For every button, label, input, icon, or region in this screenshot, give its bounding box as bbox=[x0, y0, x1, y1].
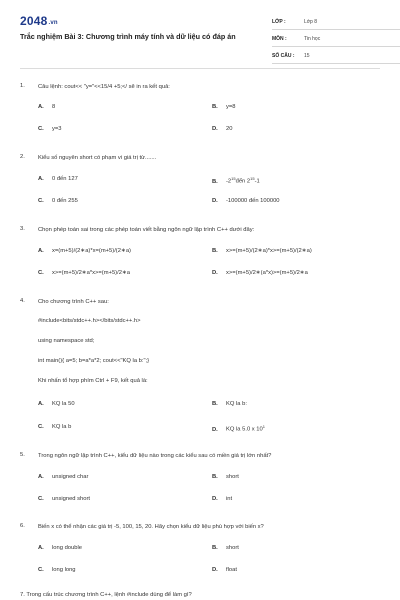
option-label: A. bbox=[38, 104, 44, 110]
option-text: 0 đến 127 bbox=[52, 176, 78, 182]
option-text: x=(m+5)/(2∗a)*x=(m+5)/(2∗a) bbox=[52, 248, 131, 254]
option-label: B. bbox=[212, 474, 218, 480]
option-text: long double bbox=[52, 545, 82, 551]
option-text: y=3 bbox=[52, 126, 62, 132]
option-label: B. bbox=[212, 401, 218, 407]
question-text: Cho chương trình C++ sau: bbox=[38, 299, 109, 305]
option-c[interactable] bbox=[38, 424, 71, 430]
option-text: -100000 đến 100000 bbox=[226, 198, 280, 204]
option-label: B. bbox=[212, 545, 218, 551]
option-text: KQ la b bbox=[52, 424, 72, 430]
option-label: A. bbox=[38, 401, 44, 407]
option-label: D. bbox=[212, 198, 218, 204]
option-text: unsigned short bbox=[52, 496, 91, 502]
option-text: x>=(m+5)/2∗(a*x)>=(m+5)/2∗a bbox=[226, 270, 308, 276]
logo-suffix: .vn bbox=[48, 20, 58, 26]
code-line: #include<bits/stdc++.h></bits/stdc++.h> bbox=[38, 318, 141, 324]
option-label: B. bbox=[212, 248, 218, 254]
option-label: B. bbox=[212, 178, 218, 185]
option-label: C. bbox=[38, 424, 44, 430]
option-c[interactable] bbox=[38, 126, 62, 132]
question-number: 5. bbox=[20, 452, 25, 458]
page-title: Trắc nghiệm Bài 3: Chương trình máy tính và dữ liệu có đáp án bbox=[20, 32, 236, 41]
option-c[interactable] bbox=[38, 198, 78, 204]
option-exponent: 1 bbox=[262, 424, 265, 429]
meta-row-class bbox=[272, 16, 400, 30]
option-text: 8 bbox=[52, 104, 56, 110]
meta-key-count: SỐ CÂU : bbox=[272, 53, 295, 59]
question-text: Kiểu số nguyên short có phạm vi giá trị từ....... bbox=[38, 155, 157, 161]
option-a[interactable] bbox=[38, 401, 75, 407]
option-label: A. bbox=[38, 545, 44, 551]
option-d[interactable] bbox=[212, 270, 308, 276]
option-b[interactable] bbox=[212, 176, 260, 185]
question-text: Trong ngôn ngữ lập trình C++, kiểu dữ liệu nào trong các kiểu sau có miền giá trị lớn nhất? bbox=[38, 453, 272, 459]
option-text: KQ la b: bbox=[226, 401, 247, 407]
option-b[interactable] bbox=[212, 248, 312, 254]
question-number: 1. bbox=[20, 83, 25, 89]
question-prompt: Khi nhấn tổ hợp phím Ctrl + F9, kết quả là: bbox=[38, 378, 148, 384]
option-label: B. bbox=[212, 104, 218, 110]
option-pre: -2 bbox=[226, 178, 232, 185]
code-line: using namespace std; bbox=[38, 338, 95, 344]
meta-info bbox=[272, 16, 400, 67]
option-d[interactable] bbox=[212, 198, 280, 204]
option-a[interactable] bbox=[38, 545, 82, 551]
option-exponent: 15 bbox=[250, 176, 255, 181]
option-a[interactable] bbox=[38, 176, 78, 182]
meta-value-subject: Tin học bbox=[304, 36, 321, 42]
meta-row-count bbox=[272, 50, 400, 64]
option-exponent: 15 bbox=[231, 176, 236, 181]
option-pre: KQ la 5.0 x 10 bbox=[226, 426, 263, 433]
question-number: 3. bbox=[20, 226, 25, 232]
question-text: Câu lệnh: cout<< "y="<<15/4 +5;</ sẽ in ra kết quả: bbox=[38, 84, 170, 90]
question-text: Biến x có thể nhận các giá trị -5, 100, 15, 20. Hãy chọn kiểu dữ liệu phù hợp với biến x? bbox=[38, 524, 264, 530]
option-c[interactable] bbox=[38, 496, 90, 502]
option-label: D. bbox=[212, 270, 218, 276]
question-text: Chọn phép toán sai trong các phép toán viết bằng ngôn ngữ lập trình C++ dưới đây: bbox=[38, 227, 255, 233]
option-a[interactable] bbox=[38, 248, 131, 254]
meta-key-class: LỚP : bbox=[272, 19, 286, 25]
option-d[interactable] bbox=[212, 567, 237, 573]
option-a[interactable] bbox=[38, 474, 88, 480]
option-label: C. bbox=[38, 567, 44, 573]
meta-value-class: Lớp 8 bbox=[304, 19, 318, 25]
option-label: D. bbox=[212, 126, 218, 132]
header-divider bbox=[20, 68, 380, 69]
code-line: int main(){ a=5; b=a*a*2; cout<<"KQ la b:";} bbox=[38, 358, 150, 364]
option-d[interactable] bbox=[212, 424, 265, 433]
option-c[interactable] bbox=[38, 567, 76, 573]
option-a[interactable] bbox=[38, 104, 55, 110]
question-number: 2. bbox=[20, 154, 25, 160]
option-b[interactable] bbox=[212, 545, 239, 551]
question-number: 4. bbox=[20, 298, 25, 304]
option-text: y=8 bbox=[226, 104, 236, 110]
option-label: C. bbox=[38, 126, 44, 132]
option-b[interactable] bbox=[212, 401, 247, 407]
option-text: float bbox=[226, 567, 237, 573]
option-label: A. bbox=[38, 248, 44, 254]
option-c[interactable] bbox=[38, 270, 130, 276]
option-text: 20 bbox=[226, 126, 233, 132]
option-post: -1 bbox=[254, 178, 260, 185]
meta-row-subject bbox=[272, 33, 400, 47]
option-label: D. bbox=[212, 496, 218, 502]
site-logo[interactable] bbox=[20, 14, 58, 28]
option-text: KQ la 50 bbox=[52, 401, 75, 407]
question-7-partial: 7. Trong cấu trúc chương trình C++, lệnh #include dùng để làm gì? bbox=[20, 592, 192, 598]
option-d[interactable] bbox=[212, 126, 232, 132]
option-label: C. bbox=[38, 496, 44, 502]
option-text: x>=(m+5)/(2∗a)*x>=(m+5)/(2∗a) bbox=[226, 248, 312, 254]
question-number: 6. bbox=[20, 523, 25, 529]
option-label: D. bbox=[212, 426, 218, 433]
option-label: D. bbox=[212, 567, 218, 573]
meta-key-subject: MÔN : bbox=[272, 36, 287, 42]
option-b[interactable] bbox=[212, 474, 239, 480]
meta-value-count: 15 bbox=[304, 53, 310, 59]
option-text: short bbox=[226, 545, 239, 551]
option-text: short bbox=[226, 474, 239, 480]
option-text: unsigned char bbox=[52, 474, 89, 480]
option-d[interactable] bbox=[212, 496, 232, 502]
option-text: int bbox=[226, 496, 233, 502]
option-label: C. bbox=[38, 198, 44, 204]
option-label: C. bbox=[38, 270, 44, 276]
option-text: long long bbox=[52, 567, 76, 573]
option-b[interactable] bbox=[212, 104, 236, 110]
document-header bbox=[20, 14, 380, 62]
logo-text: 2048 bbox=[20, 14, 48, 28]
option-mid: đến 2 bbox=[235, 178, 251, 185]
option-text: x>=(m+5)/2∗a*x>=(m+5)/2∗a bbox=[52, 270, 131, 276]
option-label: A. bbox=[38, 474, 44, 480]
option-label: A. bbox=[38, 176, 44, 182]
option-text: 0 đến 255 bbox=[52, 198, 78, 204]
